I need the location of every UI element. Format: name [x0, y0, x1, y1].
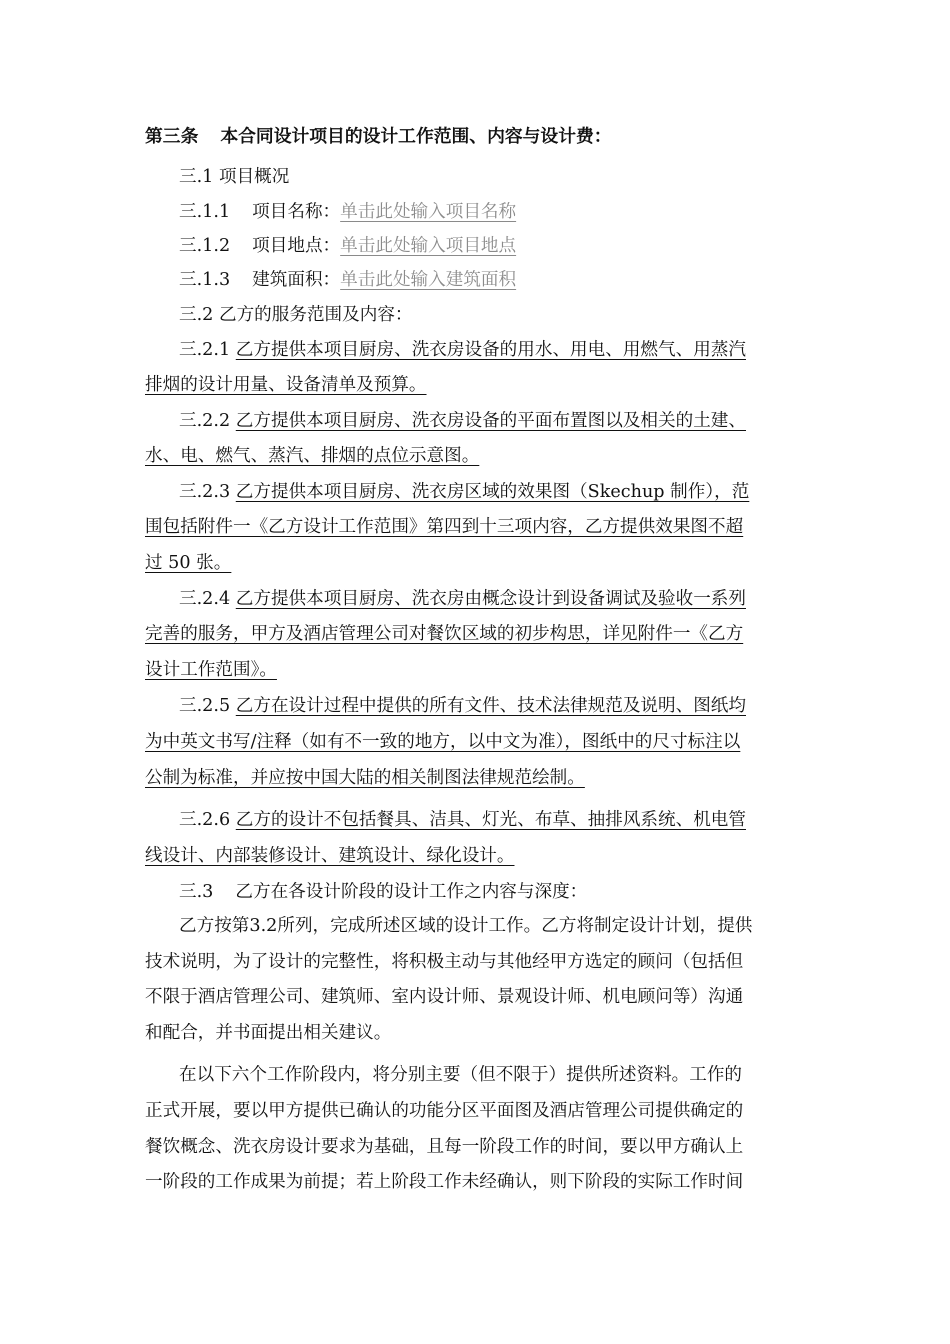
clause-3-2-5-line-3: 公制为标准，并应按中国大陆的相关制图法律规范绘制。 [145, 768, 585, 788]
project-location-row [179, 234, 516, 258]
clause-text: 乙方提供本项目厨房、洗衣房由概念设计到设备调试及验收一系列 [235, 589, 746, 609]
section-3-3-title [179, 880, 587, 904]
building-area-field[interactable]: 单击此处输入建筑面积 [340, 270, 517, 290]
paragraph-2-line-3: 餐饮概念、洗衣房设计要求为基础，且每一阶段工作的时间，要以甲方确认上 [145, 1137, 744, 1157]
clause-number: 三.2.6 [179, 810, 231, 830]
clause-number: 三.2.3 [179, 482, 231, 502]
article-title: 本合同设计项目的设计工作范围、内容与设计费： [220, 126, 612, 147]
article-heading [145, 125, 612, 149]
clause-number: 三.2.4 [179, 589, 231, 609]
clause-3-2-5-line-2: 为中英文书写/注释（如有不一致的地方，以中文为准），图纸中的尺寸标注以 [145, 732, 741, 752]
clause-text: 乙方提供本项目厨房、洗衣房设备的用水、用电、用燃气、用蒸汽 [235, 340, 746, 360]
clause-3-2-1-line-1 [179, 338, 746, 362]
paragraph-2-line-4: 一阶段的工作成果为前提；若上阶段工作未经确认，则下阶段的实际工作时间 [145, 1172, 744, 1192]
field-label: 项目名称： [252, 202, 341, 222]
clause-text: 乙方在设计过程中提供的所有文件、技术法律规范及说明、图纸均 [235, 696, 746, 716]
clause-number: 三.1.2 [179, 236, 231, 256]
clause-3-2-3-line-2: 围包括附件一《乙方设计工作范围》第四到十三项内容，乙方提供效果图不超 [145, 517, 744, 537]
clause-number: 三.2.5 [179, 696, 231, 716]
clause-3-2-4-line-1 [179, 587, 746, 611]
clause-3-2-6-line-2: 线设计、内部装修设计、建筑设计、绿化设计。 [145, 846, 515, 866]
project-name-field[interactable]: 单击此处输入项目名称 [340, 202, 517, 222]
clause-3-2-3-line-1 [179, 480, 749, 504]
clause-3-2-5-line-1 [179, 694, 746, 718]
field-label: 建筑面积： [252, 270, 341, 290]
clause-3-2-2-line-2: 水、电、燃气、蒸汽、排烟的点位示意图。 [145, 446, 480, 466]
clause-number: 三.1.1 [179, 202, 231, 222]
clause-number: 三.3 [179, 882, 214, 902]
clause-text: 乙方的设计不包括餐具、洁具、灯光、布草、抽排风系统、机电管 [235, 810, 746, 830]
clause-number: 三.2.2 [179, 411, 231, 431]
clause-3-2-4-line-3: 设计工作范围》。 [145, 660, 277, 680]
clause-number: 三.2.1 [179, 340, 231, 360]
clause-text: 乙方提供本项目厨房、洗衣房区域的效果图（Skechup 制作），范 [235, 482, 750, 502]
article-label: 第三条 [145, 126, 199, 147]
clause-3-2-1-line-2: 排烟的设计用量、设备清单及预算。 [145, 375, 427, 395]
building-area-row [179, 268, 516, 292]
clause-3-2-6-line-1 [179, 808, 746, 832]
clause-text: 乙方提供本项目厨房、洗衣房设备的平面布置图以及相关的土建、 [235, 411, 746, 431]
section-3-2-title: 三.2 乙方的服务范围及内容： [179, 305, 413, 325]
paragraph-2-line-1: 在以下六个工作阶段内，将分别主要（但不限于）提供所述资料。工作的 [179, 1065, 743, 1085]
paragraph-1-line-2: 技术说明，为了设计的完整性，将积极主动与其他经甲方选定的顾问（包括但 [145, 952, 744, 972]
project-name-row [179, 200, 516, 224]
section-3-1-title: 三.1 项目概况 [179, 167, 290, 187]
clause-3-2-2-line-1 [179, 409, 746, 433]
paragraph-1-line-1: 乙方按第3.2所列，完成所述区域的设计工作。乙方将制定设计计划，提供 [179, 916, 753, 936]
paragraph-1-line-3: 不限于酒店管理公司、建筑师、室内设计师、景观设计师、机电顾问等）沟通 [145, 987, 744, 1007]
paragraph-1-line-4: 和配合，并书面提出相关建议。 [145, 1023, 392, 1043]
field-label: 项目地点： [252, 236, 341, 256]
clause-3-2-4-line-2: 完善的服务，甲方及酒店管理公司对餐饮区域的初步构思，详见附件一《乙方 [145, 624, 744, 644]
section-title: 乙方在各设计阶段的设计工作之内容与深度： [235, 882, 588, 902]
clause-number: 三.1.3 [179, 270, 231, 290]
project-location-field[interactable]: 单击此处输入项目地点 [340, 236, 517, 256]
paragraph-2-line-2: 正式开展，要以甲方提供已确认的功能分区平面图及酒店管理公司提供确定的 [145, 1101, 744, 1121]
clause-3-2-3-line-3: 过 50 张。 [145, 553, 232, 573]
